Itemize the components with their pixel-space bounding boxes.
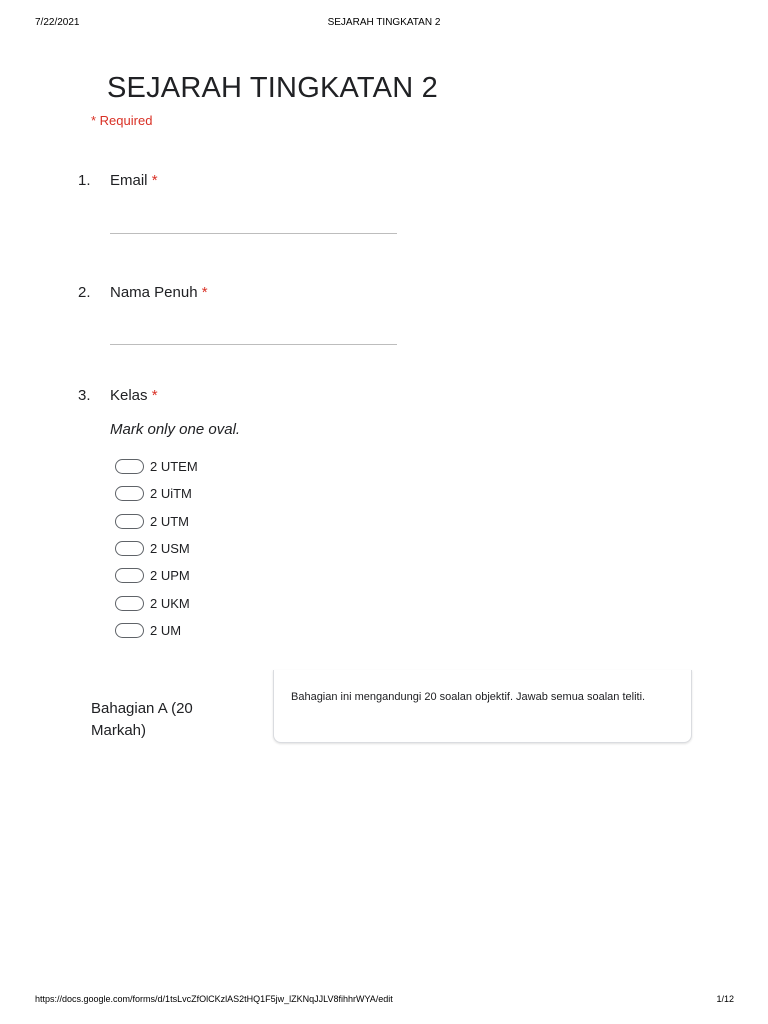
oval-radio-icon[interactable]	[115, 623, 144, 638]
section-title: Bahagian A (20 Markah)	[91, 700, 193, 739]
option-label: 2 UTM	[150, 514, 189, 529]
oval-radio-icon[interactable]	[115, 596, 144, 611]
form-title: SEJARAH TINGKATAN 2	[107, 72, 438, 104]
print-page-number: 1/12	[716, 994, 734, 1004]
oval-radio-icon[interactable]	[115, 514, 144, 529]
full-name-field[interactable]	[110, 344, 397, 345]
option-label: 2 UiTM	[150, 486, 192, 501]
oval-radio-icon[interactable]	[115, 459, 144, 474]
required-star: *	[151, 387, 158, 404]
print-header-title: SEJARAH TINGKATAN 2	[327, 17, 441, 28]
required-star: *	[151, 172, 158, 189]
print-date: 7/22/2021	[35, 17, 80, 28]
required-star: *	[201, 284, 208, 301]
question-instruction: Mark only one oval.	[110, 421, 241, 438]
question-label-text: Nama Penuh	[110, 284, 198, 301]
option-label: 2 UTEM	[150, 459, 198, 474]
oval-radio-icon[interactable]	[115, 541, 144, 556]
oval-radio-icon[interactable]	[115, 486, 144, 501]
oval-radio-icon[interactable]	[115, 568, 144, 583]
section-description: Bahagian ini mengandungi 20 soalan objektif. Jawab semua soalan teliti.	[291, 691, 646, 703]
question-label-text: Kelas	[110, 387, 148, 404]
question-label-text: Email	[110, 172, 148, 189]
required-note: * Required	[91, 113, 153, 128]
print-footer-url: https://docs.google.com/forms/d/1tsLvcZfOlCKzlAS2tHQ1F5jw_lZKNqJJLV8fihhrWYA/edit	[35, 994, 393, 1004]
question-label	[110, 284, 208, 301]
question-number: 2.	[78, 284, 91, 301]
option-label: 2 UPM	[150, 568, 190, 583]
question-number: 1.	[78, 172, 91, 189]
section-description-card	[273, 670, 692, 743]
option-label: 2 USM	[150, 541, 190, 556]
option-label: 2 UKM	[150, 596, 190, 611]
question-label	[110, 172, 158, 189]
question-label	[110, 387, 158, 404]
email-field[interactable]	[110, 233, 397, 234]
option-label: 2 UM	[150, 623, 182, 638]
question-number: 3.	[78, 387, 91, 404]
